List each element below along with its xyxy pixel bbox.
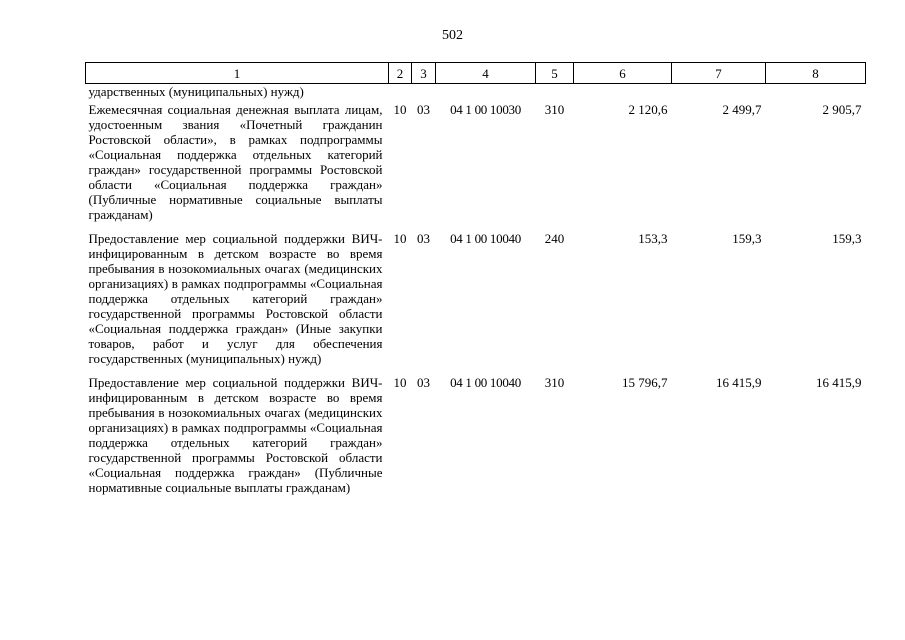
row-section: 10 bbox=[393, 231, 407, 246]
row-target-code: 04 1 00 10030 bbox=[450, 102, 521, 117]
column-header-7: 7 bbox=[672, 63, 766, 84]
row-amount-col6: 2 120,6 bbox=[628, 102, 668, 117]
row-section: 10 bbox=[393, 375, 407, 390]
row-expense-type: 310 bbox=[544, 375, 565, 390]
row-amount-col7: 2 499,7 bbox=[722, 102, 762, 117]
table-row bbox=[86, 222, 866, 366]
column-header-5: 5 bbox=[536, 63, 574, 84]
row-description: Предоставление мер социальной поддержки ВИЧ-инфицированным в детском возрасте во время пребывания в нозокомиальных очагах (медицинских организациях) в рамках подпрограммы «Социальная поддержка отдельных категорий граждан» государственной программы Ростовской области «Социальная поддержка граждан» (Иные закупки товаров, работ и услуг для обеспечения государственных (муниципальных) нужд) bbox=[88, 231, 383, 366]
row-subsection: 03 bbox=[417, 102, 430, 117]
row-target-code: 04 1 00 10040 bbox=[450, 375, 521, 390]
row-amount-col8: 159,3 bbox=[832, 231, 862, 246]
page-number: 502 bbox=[442, 28, 463, 43]
row-amount-col7: 159,3 bbox=[732, 231, 762, 246]
row-amount-col8: 16 415,9 bbox=[816, 375, 862, 390]
row-expense-type: 310 bbox=[544, 102, 565, 117]
column-header-6: 6 bbox=[574, 63, 672, 84]
row-expense-type: 240 bbox=[544, 231, 565, 246]
column-header-2: 2 bbox=[389, 63, 412, 84]
continuation-row bbox=[86, 84, 866, 102]
continuation-text: ударственных (муниципальных) нужд) bbox=[88, 84, 304, 99]
row-description: Ежемесячная социальная денежная выплата лицам, удостоенным звания «Почетный гражданин Ростовской области», в рамках подпрограммы «Социальная поддержка отдельных категорий граждан» государственной программы Ростовской области «Социальная поддержка граждан» (Публичные нормативные социальные выплаты гражданам) bbox=[88, 102, 383, 222]
row-section: 10 bbox=[393, 102, 407, 117]
budget-table bbox=[85, 62, 866, 495]
table-row bbox=[86, 101, 866, 222]
row-subsection: 03 bbox=[417, 231, 430, 246]
table-row bbox=[86, 366, 866, 495]
row-description: Предоставление мер социальной поддержки ВИЧ-инфицированным в детском возрасте во время пребывания в нозокомиальных очагах (медицинских организациях) в рамках подпрограммы «Социальная поддержка отдельных категорий граждан» государственной программы Ростовской области «Социальная поддержка граждан» (Публичные нормативные социальные выплаты гражданам) bbox=[88, 375, 383, 495]
row-amount-col6: 153,3 bbox=[638, 231, 668, 246]
column-header-3: 3 bbox=[412, 63, 436, 84]
column-header-8: 8 bbox=[766, 63, 866, 84]
column-header-4: 4 bbox=[436, 63, 536, 84]
row-amount-col8: 2 905,7 bbox=[822, 102, 862, 117]
row-amount-col6: 15 796,7 bbox=[622, 375, 668, 390]
row-subsection: 03 bbox=[417, 375, 430, 390]
row-amount-col7: 16 415,9 bbox=[716, 375, 762, 390]
row-target-code: 04 1 00 10040 bbox=[450, 231, 521, 246]
table-header-row bbox=[86, 63, 866, 84]
column-header-1: 1 bbox=[86, 63, 389, 84]
